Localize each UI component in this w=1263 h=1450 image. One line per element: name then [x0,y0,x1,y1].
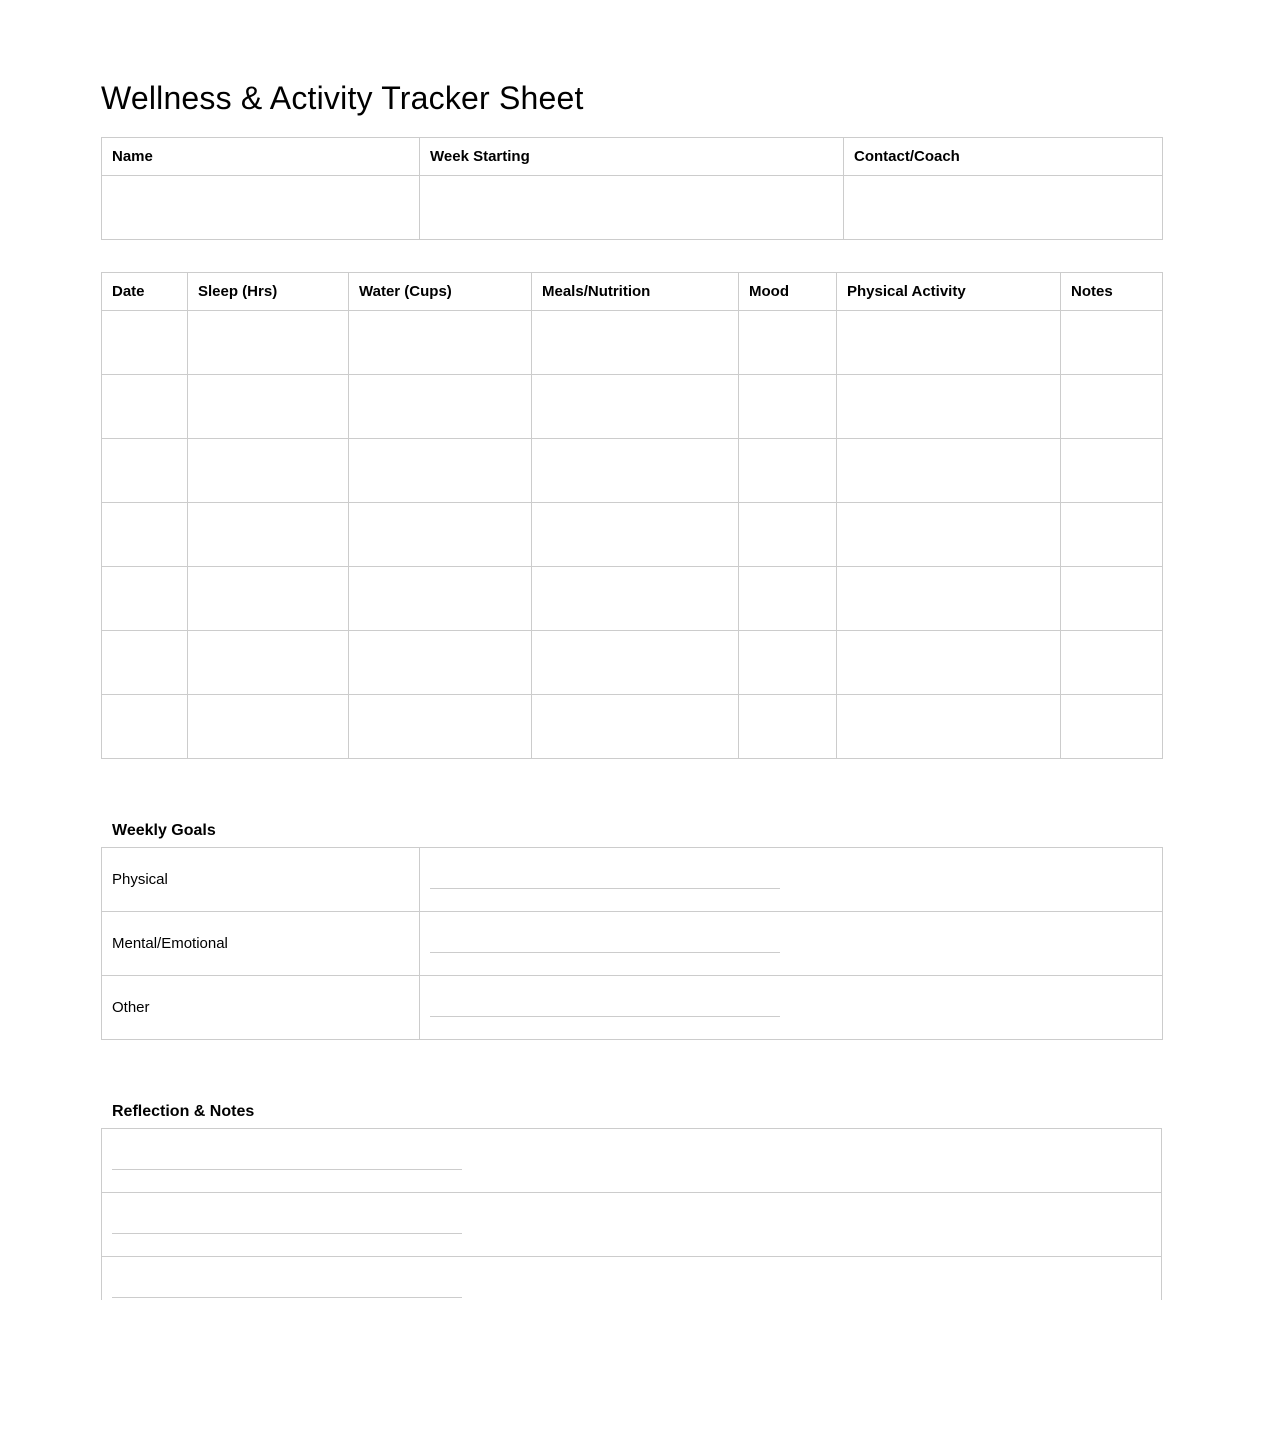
sleep-header: Sleep (Hrs) [188,273,349,311]
notes-cell[interactable] [1061,567,1163,631]
mood-cell[interactable] [739,567,837,631]
meals-cell[interactable] [532,567,739,631]
meals-cell[interactable] [532,375,739,439]
date-header: Date [102,273,188,311]
physical-activity-cell[interactable] [837,503,1061,567]
info-value-row [102,176,1163,240]
weekly-goals-heading: Weekly Goals [112,822,216,839]
write-line[interactable] [430,1016,780,1017]
reflection-field[interactable] [102,1193,1162,1257]
mood-cell[interactable] [739,503,837,567]
write-line[interactable] [112,1169,462,1170]
contact-coach-field[interactable] [844,176,1163,240]
table-row [102,631,1163,695]
physical-activity-cell[interactable] [837,375,1061,439]
goal-label: Other [102,976,420,1040]
mood-header: Mood [739,273,837,311]
table-row [102,567,1163,631]
name-field[interactable] [102,176,420,240]
weekly-goals-table [101,847,1163,1040]
reflection-row [102,1257,1162,1301]
mood-cell[interactable] [739,695,837,759]
goal-field[interactable] [420,912,1163,976]
mood-cell[interactable] [739,439,837,503]
write-line[interactable] [430,952,780,953]
sleep-cell[interactable] [188,695,349,759]
water-cell[interactable] [349,375,532,439]
sleep-cell[interactable] [188,503,349,567]
water-cell[interactable] [349,695,532,759]
log-header-row [102,273,1163,311]
contact-coach-header: Contact/Coach [844,138,1163,176]
date-cell[interactable] [102,439,188,503]
reflection-section [101,1128,1162,1300]
meals-cell[interactable] [532,503,739,567]
page-title: Wellness & Activity Tracker Sheet [101,80,584,116]
goal-row-physical [102,848,1163,912]
info-table [101,137,1163,240]
notes-cell[interactable] [1061,439,1163,503]
goal-label: Physical [102,848,420,912]
name-header: Name [102,138,420,176]
table-row [102,375,1163,439]
notes-header: Notes [1061,273,1163,311]
info-header-row [102,138,1163,176]
meals-header: Meals/Nutrition [532,273,739,311]
meals-cell[interactable] [532,631,739,695]
physical-activity-cell[interactable] [837,567,1061,631]
notes-cell[interactable] [1061,503,1163,567]
write-line[interactable] [112,1297,462,1298]
goal-row-mental-emotional [102,912,1163,976]
mood-cell[interactable] [739,311,837,375]
goal-field[interactable] [420,976,1163,1040]
physical-activity-header: Physical Activity [837,273,1061,311]
reflection-row [102,1193,1162,1257]
water-cell[interactable] [349,503,532,567]
date-cell[interactable] [102,631,188,695]
goal-field[interactable] [420,848,1163,912]
table-row [102,503,1163,567]
date-cell[interactable] [102,695,188,759]
physical-activity-cell[interactable] [837,311,1061,375]
daily-log-table [101,272,1163,759]
water-cell[interactable] [349,311,532,375]
date-cell[interactable] [102,503,188,567]
write-line[interactable] [430,888,780,889]
sleep-cell[interactable] [188,631,349,695]
reflection-row [102,1129,1162,1193]
sleep-cell[interactable] [188,567,349,631]
write-line[interactable] [112,1233,462,1234]
mood-cell[interactable] [739,631,837,695]
notes-cell[interactable] [1061,311,1163,375]
water-cell[interactable] [349,439,532,503]
notes-cell[interactable] [1061,631,1163,695]
reflection-heading: Reflection & Notes [112,1103,255,1120]
reflection-table [101,1128,1162,1300]
goal-label: Mental/Emotional [102,912,420,976]
table-row [102,695,1163,759]
sleep-cell[interactable] [188,311,349,375]
physical-activity-cell[interactable] [837,439,1061,503]
table-row [102,311,1163,375]
water-header: Water (Cups) [349,273,532,311]
water-cell[interactable] [349,631,532,695]
reflection-field[interactable] [102,1257,1162,1301]
notes-cell[interactable] [1061,375,1163,439]
date-cell[interactable] [102,567,188,631]
mood-cell[interactable] [739,375,837,439]
physical-activity-cell[interactable] [837,695,1061,759]
week-starting-field[interactable] [420,176,844,240]
notes-cell[interactable] [1061,695,1163,759]
sleep-cell[interactable] [188,439,349,503]
sleep-cell[interactable] [188,375,349,439]
meals-cell[interactable] [532,439,739,503]
meals-cell[interactable] [532,695,739,759]
water-cell[interactable] [349,567,532,631]
meals-cell[interactable] [532,311,739,375]
table-row [102,439,1163,503]
date-cell[interactable] [102,375,188,439]
date-cell[interactable] [102,311,188,375]
goal-row-other [102,976,1163,1040]
physical-activity-cell[interactable] [837,631,1061,695]
reflection-field[interactable] [102,1129,1162,1193]
week-starting-header: Week Starting [420,138,844,176]
